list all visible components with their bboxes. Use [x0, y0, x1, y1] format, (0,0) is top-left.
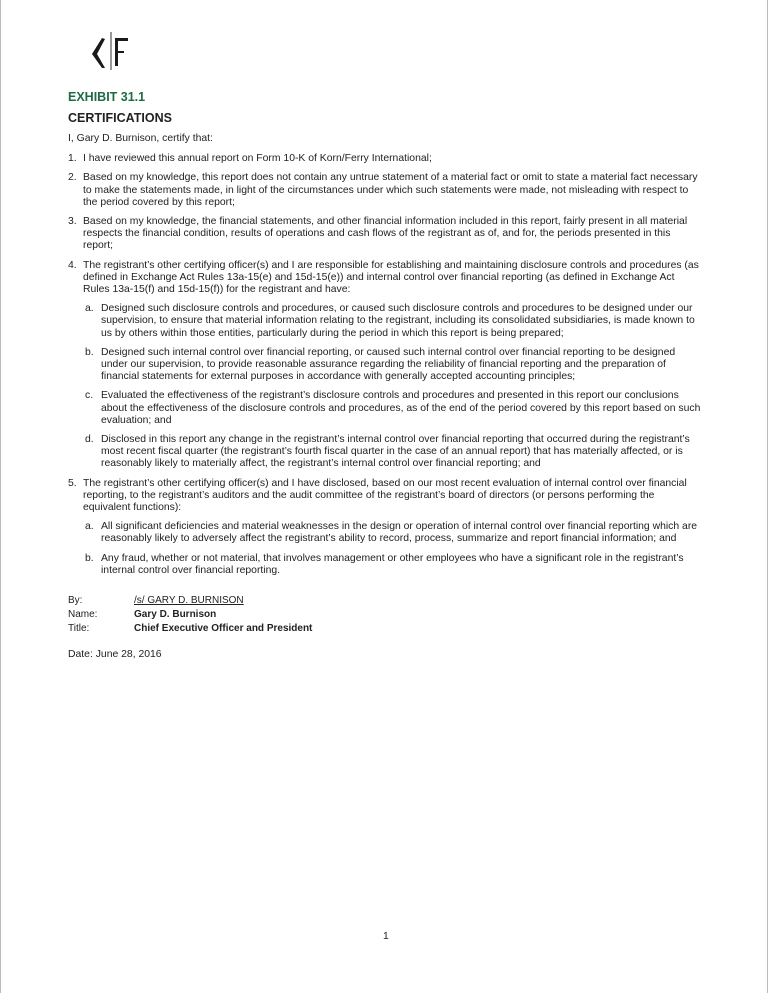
sub-item-text: Evaluated the effectiveness of the registrant’s disclosure controls and procedures and presented in this report our conclusions about the effectiveness of the disclosure controls and procedures, as of the end of the period covered by this report based on such evaluation; and: [101, 390, 701, 426]
sub-item-letter: c.: [85, 390, 94, 402]
list-item: [68, 172, 702, 209]
sub-item: [85, 390, 702, 427]
item-text: I have reviewed this annual report on Form 10-K of Korn/Ferry International;: [83, 153, 432, 165]
page-edge-left: [0, 0, 1, 993]
item-text: Based on my knowledge, this report does not contain any untrue statement of a material fact or omit to state a material fact necessary to make the statements made, in light of the circumstances under which such statements were made, not misleading with respect to the period covered by this report;: [83, 172, 698, 208]
list-item: [68, 153, 702, 165]
korn-ferry-logo: [88, 30, 138, 72]
sub-item-text: Disclosed in this report any change in the registrant’s internal control over financial reporting that occurred during the registrant’s most recent fiscal quarter (the registrant’s fourth fiscal quarter in the case of an annual report) that has materially affected, or is reasonably likely to materially affect, the registrant’s internal control over financial reporting; and: [101, 434, 690, 470]
sub-item-text: Any fraud, whether or not material, that involves management or other employees who have a significant role in the registrant’s internal control over financial reporting.: [101, 552, 684, 576]
signature-name-row: [68, 608, 702, 622]
signature-block: [68, 594, 702, 636]
document-body: [68, 90, 702, 661]
item-number: 2.: [68, 172, 77, 184]
item-text: The registrant’s other certifying officer(s) and I are responsible for establishing and maintaining disclosure controls and procedures (as defined in Exchange Act Rules 13a-15(e) and 15d-15(e)) and internal control over financial reporting (as defined in Exchange Act Rules 13a-15(f) and 15d-15(f)) for the registrant and have:: [83, 259, 699, 296]
item-number: 1.: [68, 153, 77, 165]
list-item: [68, 260, 702, 297]
sub-item: [85, 347, 702, 384]
sub-item-letter: a.: [85, 303, 94, 315]
sub-item: [85, 553, 702, 577]
list-item: [68, 478, 702, 515]
sub-item: [85, 521, 702, 545]
item-number: 5.: [68, 477, 77, 489]
sub-item-text: Designed such internal control over financial reporting, or caused such internal control over financial reporting to be designed under our supervision, to provide reasonable assurance regarding the reliability of financial reporting and the preparation of financial statements for external purposes in accordance with generally accepted accounting principles;: [101, 346, 676, 383]
sub-item-letter: b.: [85, 346, 94, 358]
exhibit-number: EXHIBIT 31.1: [68, 90, 146, 104]
item-text: The registrant’s other certifying officer(s) and I have disclosed, based on our most recent evaluation of internal control over financial reporting, to the registrant’s auditors and the audit committee of the registrant’s board of directors (or persons performing the equivalent functions):: [83, 477, 687, 514]
page-title: CERTIFICATIONS: [68, 111, 172, 125]
sub-item-letter: a.: [85, 521, 94, 533]
signer-title: Chief Executive Officer and President: [134, 623, 313, 635]
sub-item: [85, 434, 702, 471]
signature: /s/ GARY D. BURNISON: [134, 595, 244, 607]
intro-text: I, Gary D. Burnison, certify that:: [68, 133, 213, 144]
signature-date: Date: June 28, 2016: [68, 649, 162, 661]
item-number: 3.: [68, 216, 77, 228]
sub-item-letter: b.: [85, 552, 94, 564]
by-label: By:: [68, 595, 83, 607]
signature-title-row: [68, 622, 702, 636]
sub-item: [85, 303, 702, 340]
signature-by-row: [68, 594, 702, 608]
page-number: 1: [383, 931, 389, 942]
sub-item-text: All significant deficiencies and material weaknesses in the design or operation of internal control over financial reporting which are reasonably likely to adversely affect the registrant’s ability to record, process, summarize and report financial information; and: [101, 521, 698, 545]
item-text: Based on my knowledge, the financial statements, and other financial information included in this report, fairly present in all material respects the financial condition, results of operations and cash flows of the registrant as of, and for, the periods presented in this report;: [83, 216, 688, 252]
name-label: Name:: [68, 609, 98, 621]
list-item: [68, 216, 702, 253]
sub-item-letter: d.: [85, 434, 94, 446]
signer-name: Gary D. Burnison: [134, 609, 217, 621]
item-number: 4.: [68, 259, 77, 271]
title-label: Title:: [68, 623, 90, 635]
sub-item-text: Designed such disclosure controls and procedures, or caused such disclosure controls and procedures to be designed under our supervision, to ensure that material information relating to the registrant, including its consolidated subsidiaries, is made known to us by others within those entities, particularly during the period in which this report is being prepared;: [101, 303, 695, 339]
